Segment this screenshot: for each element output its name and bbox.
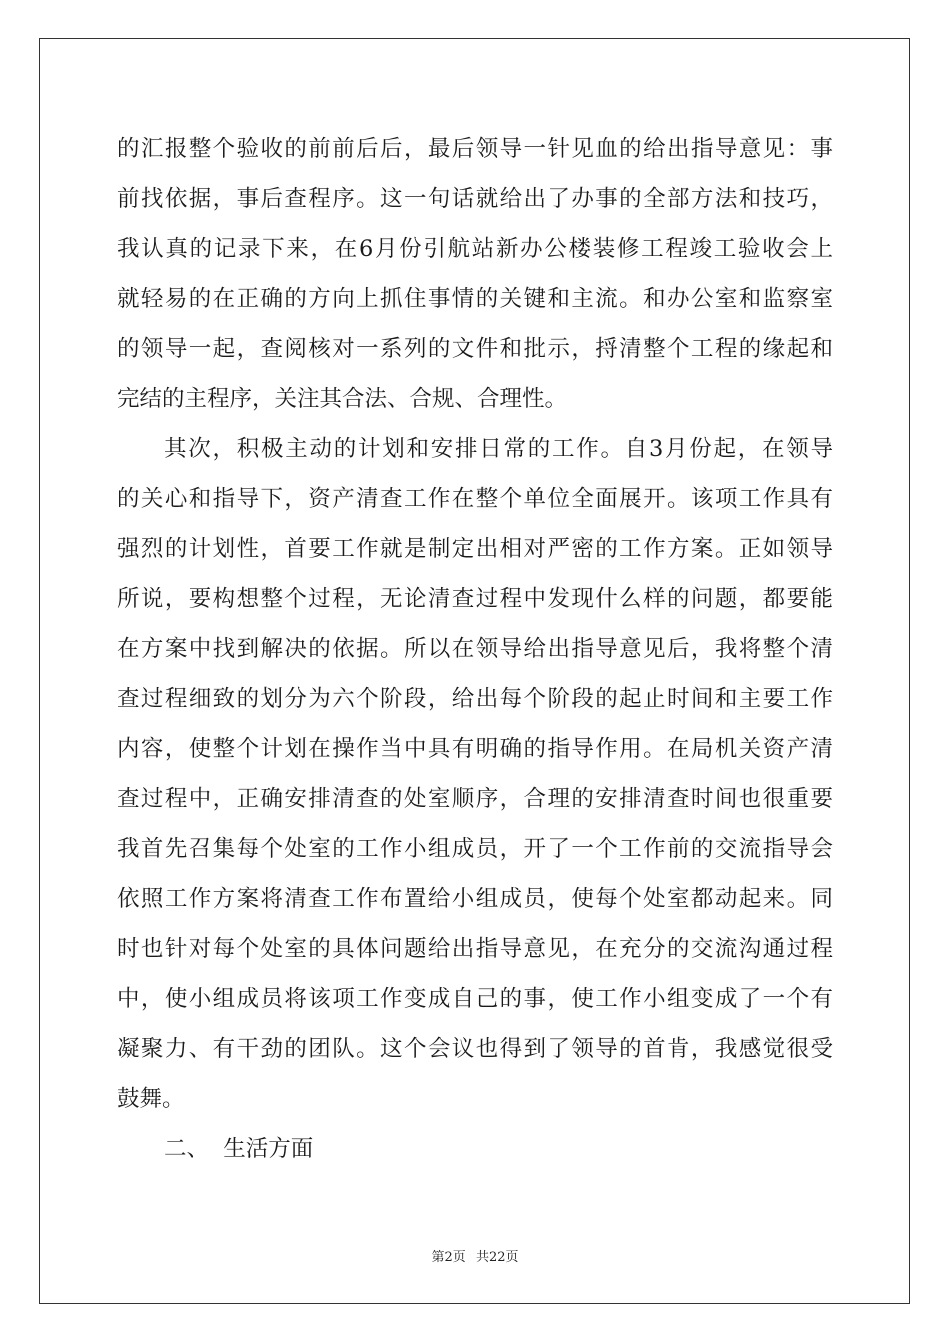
text-line: 我认真的记录下来，在6月份引航站新办公楼装修工程竣工验收会上 [117, 236, 833, 262]
text-line: 就轻易的在正确的方向上抓住事情的关键和主流。和办公室和监察室 [117, 286, 833, 312]
text-line: 凝聚力、有干劲的团队。这个会议也得到了领导的首肯，我感觉很受 [117, 1036, 833, 1062]
page-number: 第2页 [431, 1250, 466, 1265]
text-line: 的领导一起，查阅核对一系列的文件和批示，捋清整个工程的缘起和 [117, 336, 833, 362]
page-total: 共22页 [475, 1250, 519, 1265]
text-line: 完结的主程序，关注其合法、合规、合理性。 [117, 386, 568, 412]
document-body [117, 124, 833, 1174]
text-line: 依照工作方案将清查工作布置给小组成员，使每个处室都动起来。同 [117, 886, 833, 912]
text-line: 时也针对每个处室的具体问题给出指导意见，在充分的交流沟通过程 [117, 936, 833, 962]
text-line: 强烈的计划性，首要工作就是制定出相对严密的工作方案。正如领导 [117, 536, 833, 562]
text-line: 鼓舞。 [117, 1086, 185, 1112]
text-line: 查过程中，正确安排清查的处室顺序，合理的安排清查时间也很重要 [117, 786, 833, 812]
text-line: 所说，要构想整个过程，无论清查过程中发现什么样的问题，都要能 [117, 586, 833, 612]
text-line: 的关心和指导下，资产清查工作在整个单位全面展开。该项工作具有 [117, 486, 833, 512]
page-footer [0, 1246, 950, 1265]
text-line: 在方案中找到解决的依据。所以在领导给出指导意见后，我将整个清 [117, 636, 833, 662]
text-line: 的汇报整个验收的前前后后，最后领导一针见血的给出指导意见：事 [117, 136, 833, 162]
text-line: 中，使小组成员将该项工作变成自己的事，使工作小组变成了一个有 [117, 986, 833, 1012]
text-line: 前找依据，事后查程序。这一句话就给出了办事的全部方法和技巧， [117, 186, 833, 212]
text-line: 其次，积极主动的计划和安排日常的工作。自3月份起，在领导 [164, 436, 833, 462]
text-line: 查过程细致的划分为六个阶段，给出每个阶段的起止时间和主要工作 [117, 686, 833, 712]
text-line: 我首先召集每个处室的工作小组成员，开了一个工作前的交流指导会 [117, 836, 833, 862]
section-heading: 二、 生活方面 [164, 1136, 314, 1162]
text-line: 内容，使整个计划在操作当中具有明确的指导作用。在局机关资产清 [117, 736, 833, 762]
